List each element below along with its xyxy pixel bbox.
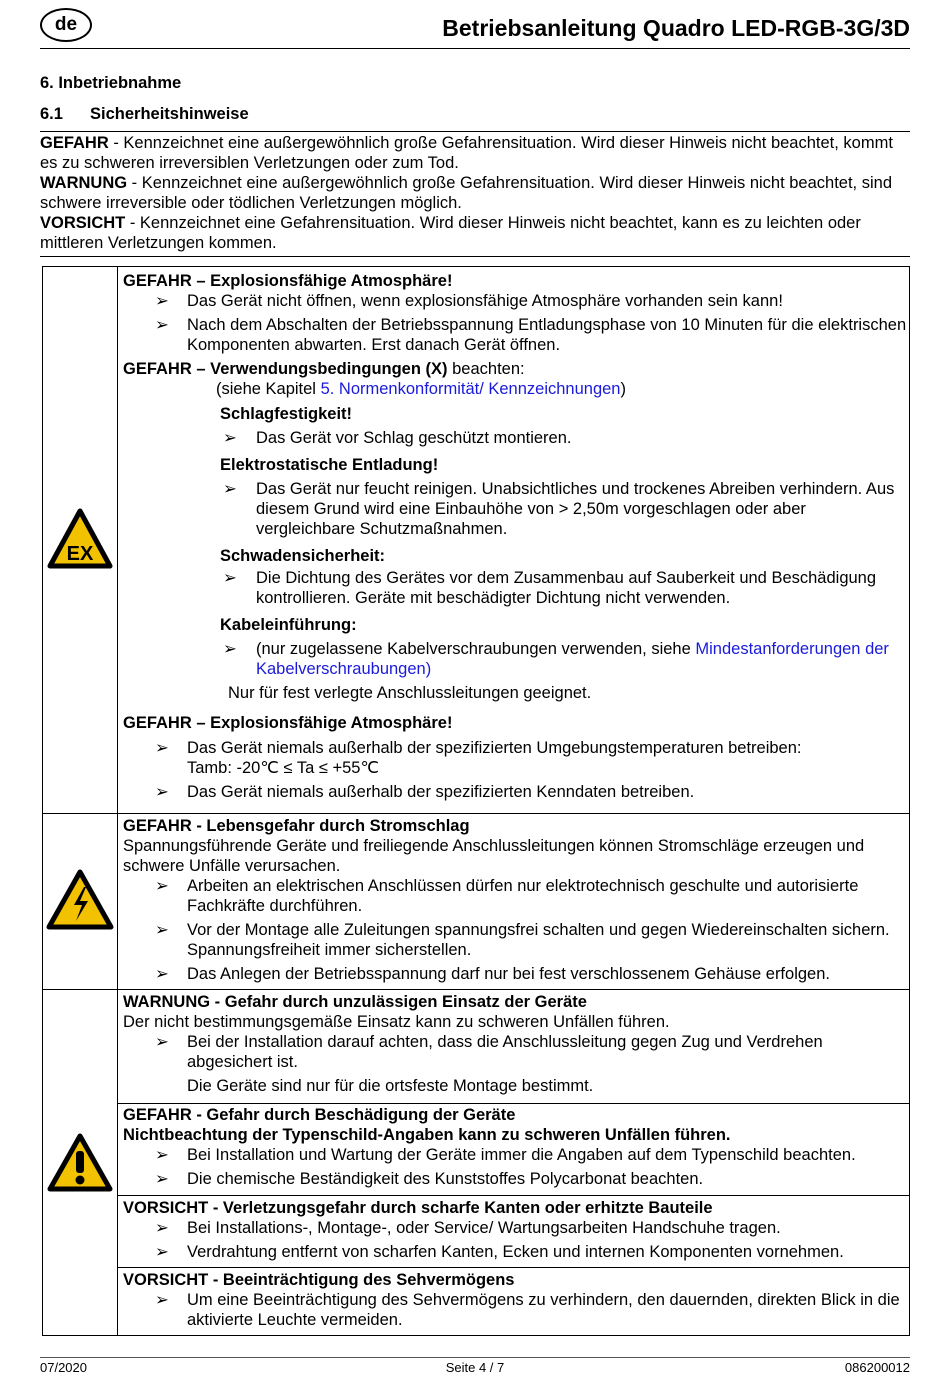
misuse-warning-cell [123, 992, 907, 1096]
electric-hazard-cell [123, 816, 907, 984]
document-title: Betriebsanleitung Quadro LED-RGB-3G/3D [442, 15, 910, 41]
safety-table [42, 266, 910, 1336]
footer-date: 07/2020 [40, 1360, 87, 1375]
definitions-bottom-rule [40, 256, 910, 257]
mounting-note: Die Geräte sind nur für die ortsfeste Montage bestimmt. [187, 1077, 594, 1095]
list-item: ➢ Bei Installations-, Montage-, oder Service/ Wartungsarbeiten Handschuhe tragen. [155, 1219, 781, 1237]
damage-hazard-cell [123, 1105, 907, 1189]
footer-document-number: 086200012 [844, 1360, 910, 1375]
chapter-link[interactable]: 5. Normenkonformität/ Kennzeichnungen [320, 380, 621, 398]
list-item: ➢ Das Gerät nur feucht reinigen. Unabsichtliches und trockenes Abreiben verhindern. Aus diesem Grund wird eine Einbauhöhe von > 2,50m vorgeschlagen oder aber vergleichbare Schutzmaßnahmen. [223, 480, 895, 538]
footer-divider [40, 1357, 910, 1358]
cable-gland-link[interactable]: Mindestanforderungen der Kabelverschraubungen) [256, 640, 889, 678]
table-row-divider [43, 813, 909, 814]
subsection-heading [40, 104, 249, 124]
list-item: ➢ Das Anlegen der Betriebsspannung darf nur bei fest verschlossenem Gehäuse erfolgen. [155, 965, 830, 983]
definition-gefahr: GEFAHR - Kennzeichnet eine außergewöhnlich große Gefahrensituation. Wird dieser Hinweis nicht beachtet, kommt es zu schweren irreversiblen Verletzungen oder zum Tod. [40, 134, 893, 172]
definition-vorsicht: VORSICHT - Kennzeichnet eine Gefahrensituation. Wird dieser Hinweis nicht beachtet, kann es zu leichten oder mittleren Verletzungen kommen. [40, 214, 861, 252]
cable-note: Nur für fest verlegte Anschlussleitungen geeignet. [228, 684, 592, 702]
table-column-divider [117, 267, 118, 1335]
subheading-vapour: Schwadensicherheit: [220, 547, 386, 565]
list-item: ➢ Das Gerät nicht öffnen, wenn explosionsfähige Atmosphäre vorhanden sein kann! [155, 292, 783, 310]
misuse-heading: WARNUNG - Gefahr durch unzulässigen Einsatz der Geräte [123, 993, 587, 1011]
chapter-reference: (siehe Kapitel 5. Normenkonformität/ Kennzeichnungen) [216, 380, 626, 398]
list-item: ➢ Die Dichtung des Gerätes vor dem Zusammenbau auf Sauberkeit und Beschädigung kontrollieren. Geräte mit beschädigter Dichtung nicht verwenden. [223, 569, 877, 607]
edges-heading: VORSICHT - Verletzungsgefahr durch scharfe Kanten oder erhitzte Bauteile [123, 1199, 713, 1217]
temperature-range: Tamb: -20℃ ≤ Ta ≤ +55℃ [187, 759, 379, 777]
list-item: ➢ Bei Installation und Wartung der Geräte immer die Angaben auf dem Typenschild beachten. [155, 1146, 856, 1164]
list-item: ➢ Das Gerät niemals außerhalb der spezifizierten Kenndaten betreiben. [155, 783, 695, 801]
damage-subheading: Nichtbeachtung der Typenschild-Angaben kann zu schweren Unfällen führen. [123, 1126, 731, 1144]
list-item: ➢ Das Gerät vor Schlag geschützt montieren. [223, 429, 572, 447]
electric-heading: GEFAHR - Lebensgefahr durch Stromschlag [123, 817, 470, 835]
eyesight-heading: VORSICHT - Beeinträchtigung des Sehvermögens [123, 1271, 515, 1289]
list-item: ➢ Vor der Montage alle Zuleitungen spannungsfrei schalten und gegen Wiedereinschalten sichern. Spannungsfreiheit immer sicherstellen. [155, 921, 890, 959]
subheading-impact: Schlagfestigkeit! [220, 405, 353, 423]
ex-warning-icon [47, 508, 113, 570]
list-item: ➢ Um eine Beeinträchtigung des Sehvermögens zu verhindern, den dauernden, direkten Blick in die aktivierte Leuchte vermeiden. [155, 1291, 900, 1329]
hazard-definitions [40, 133, 910, 253]
ex-heading-2: GEFAHR – Explosionsfähige Atmosphäre! [123, 714, 453, 732]
definitions-top-rule [40, 131, 910, 132]
subheading-cable: Kabeleinführung: [220, 616, 357, 634]
footer-page-number: Seite 4 / 7 [445, 1360, 505, 1375]
ex-hazard-cell [123, 271, 907, 802]
ex-icon-label: EX [66, 543, 94, 565]
table-row-divider [117, 1267, 909, 1268]
damage-heading: GEFAHR - Gefahr durch Beschädigung der Geräte [123, 1106, 516, 1124]
subsection-title: Sicherheitshinweise [90, 105, 249, 123]
definition-warnung: WARNUNG - Kennzeichnet eine außergewöhnlich große Gefahrensituation. Wird dieser Hinweis nicht beachtet, sind schwere irreversible oder tödlichen Verletzungen möglich. [40, 174, 892, 212]
list-item: ➢ Die chemische Beständigkeit des Kunststoffes Polycarbonat beachten. [155, 1170, 704, 1188]
list-item: ➢ Verdrahtung entfernt von scharfen Kanten, Ecken und internen Komponenten vornehmen. [155, 1243, 844, 1261]
conditions-heading: GEFAHR – Verwendungsbedingungen (X) beachten: [123, 360, 525, 378]
misuse-intro: Der nicht bestimmungsgemäße Einsatz kann zu schweren Unfällen führen. [123, 1013, 670, 1031]
list-item: ➢ Nach dem Abschalten der Betriebsspannung Entladungsphase von 10 Minuten für die elektrischen Komponenten abwarten. Erst danach Gerät öffnen. [155, 316, 907, 354]
table-row-divider [117, 1195, 909, 1196]
electric-hazard-icon [46, 869, 114, 931]
sharp-edges-cell [123, 1198, 907, 1262]
header-divider [40, 48, 910, 49]
list-item: ➢ (nur zugelassene Kabelverschraubungen verwenden, siehe Mindestanforderungen der Kabelverschraubungen) [223, 640, 889, 678]
eyesight-cell [123, 1270, 907, 1330]
table-row-divider [117, 1103, 909, 1104]
language-badge: de [40, 8, 92, 42]
subheading-esd: Elektrostatische Entladung! [220, 456, 439, 474]
table-row-divider [43, 989, 909, 990]
list-item: ➢ Das Gerät niemals außerhalb der spezifizierten Umgebungstemperaturen betreiben: Tamb: -20℃ ≤ Ta ≤ +55℃ [155, 739, 802, 777]
electric-intro: Spannungsführende Geräte und freiliegende Anschlussleitungen können Stromschläge erzeugen und schwere Unfälle verursachen. [123, 837, 865, 875]
section-heading: 6. Inbetriebnahme [40, 74, 182, 92]
list-item: ➢ Bei der Installation darauf achten, dass die Anschlussleitung gegen Zug und Verdrehen abgesichert ist. [155, 1033, 823, 1071]
ex-heading: GEFAHR – Explosionsfähige Atmosphäre! [123, 272, 453, 290]
list-item: ➢ Arbeiten an elektrischen Anschlüssen dürfen nur elektrotechnisch geschulte und autorisierte Fachkräfte durchführen. [155, 877, 859, 915]
general-warning-icon [47, 1133, 113, 1193]
subsection-number: 6.1 [40, 105, 63, 123]
